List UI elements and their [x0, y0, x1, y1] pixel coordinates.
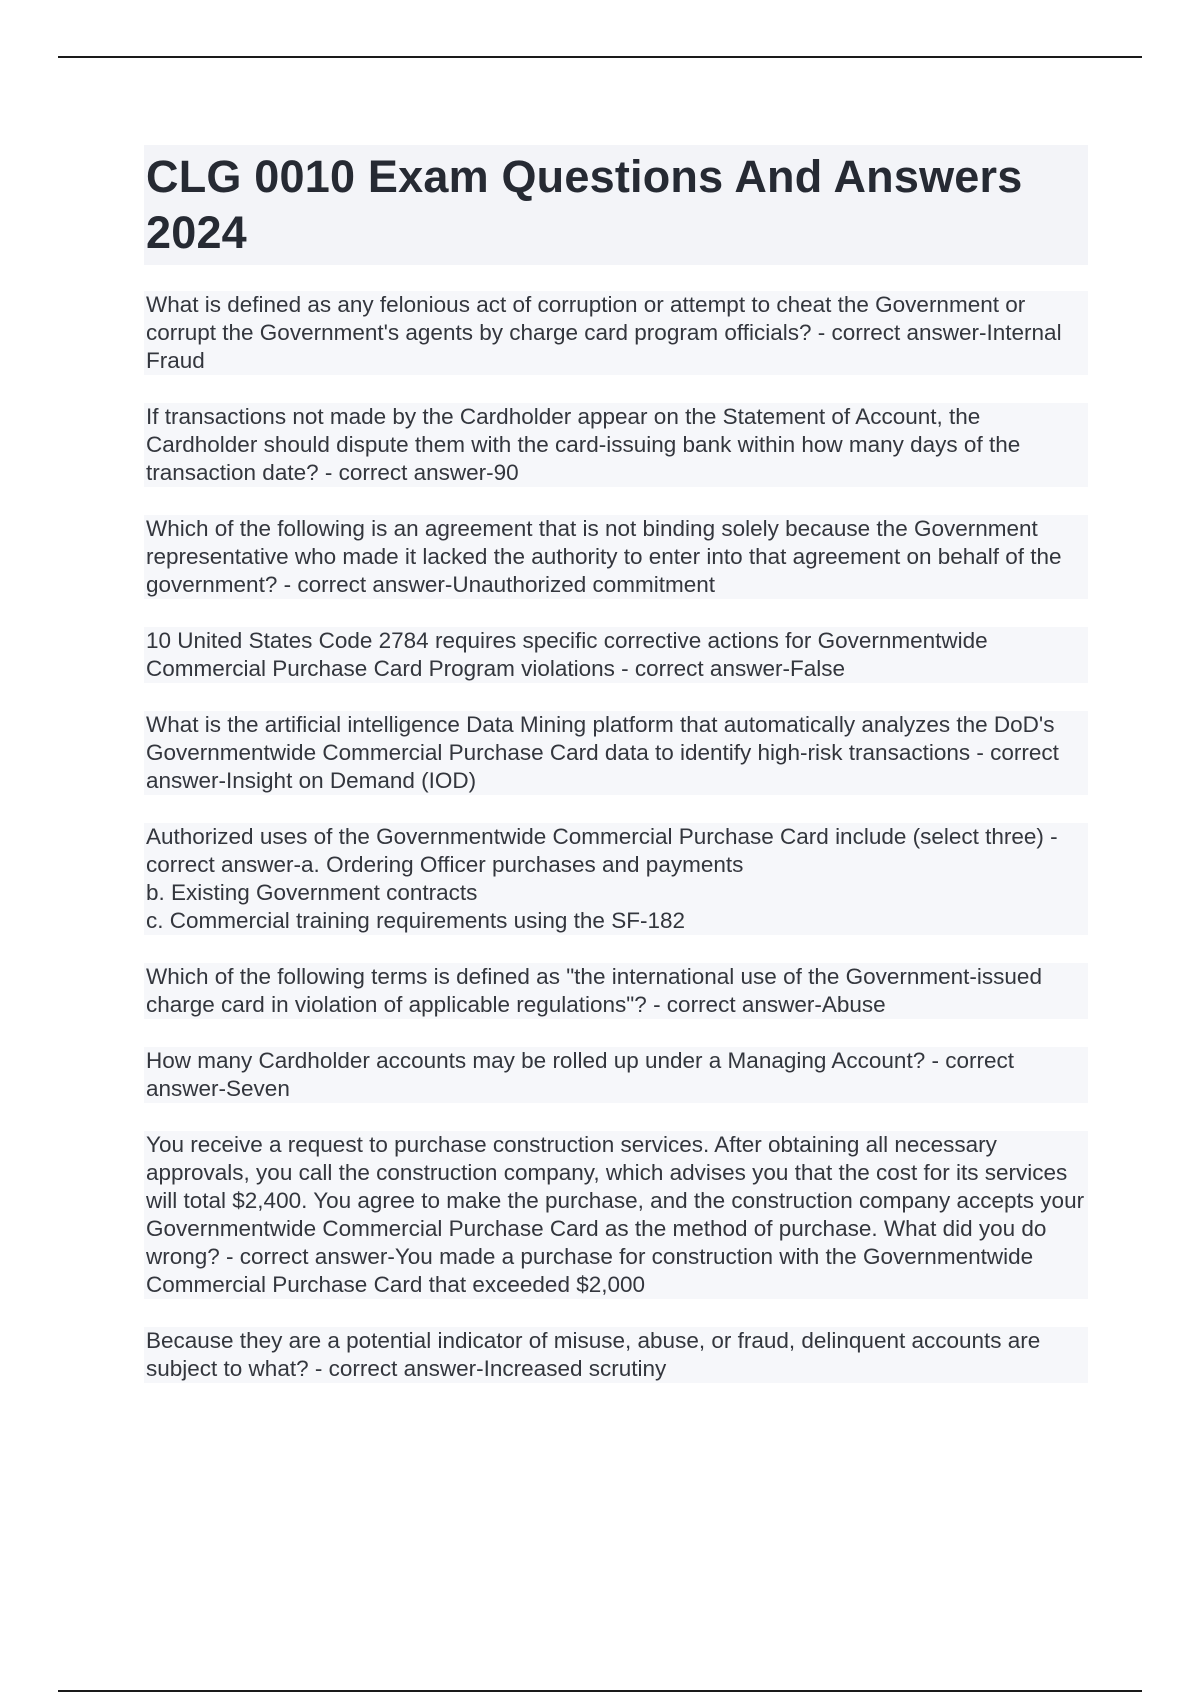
answer-text: Abuse — [821, 992, 886, 1017]
qa-item-5 — [144, 711, 1088, 795]
answer-extra-line: c. Commercial training requirements using the SF-182 — [146, 908, 685, 933]
question-text: 10 United States Code 2784 requires specific corrective actions for Governmentwide Commercial Purchase Card Program violations — [146, 628, 988, 681]
document-body — [144, 145, 1088, 1411]
answer-text: a. Ordering Officer purchases and payments — [301, 852, 744, 877]
document-title: CLG 0010 Exam Questions And Answers 2024 — [144, 145, 1088, 265]
qa-item-8 — [144, 1047, 1088, 1103]
question-text: Authorized uses of the Governmentwide Commercial Purchase Card include (select three) — [146, 824, 1044, 849]
answer-separator: - correct answer- — [146, 1048, 1014, 1101]
question-text: How many Cardholder accounts may be rolled up under a Managing Account? — [146, 1048, 926, 1073]
question-text: Which of the following is an agreement that is not binding solely because the Government representative who made it lacked the authority to enter into that agreement on behalf of the government? — [146, 516, 1062, 597]
qa-item-7 — [144, 963, 1088, 1019]
answer-separator: - correct answer- — [811, 320, 987, 345]
answer-text: Unauthorized commitment — [452, 572, 715, 597]
answer-separator: - correct answer- — [318, 460, 494, 485]
qa-item-2 — [144, 403, 1088, 487]
qa-item-3 — [144, 515, 1088, 599]
header-rule — [58, 56, 1142, 58]
question-text: Which of the following terms is defined as "the international use of the Government-issued charge card in violation of applicable regulations"? — [146, 964, 1042, 1017]
answer-text: Seven — [226, 1076, 290, 1101]
question-text: Because they are a potential indicator of misuse, abuse, or fraud, delinquent accounts are subject to what? — [146, 1328, 1041, 1381]
qa-item-1 — [144, 291, 1088, 375]
question-text: You receive a request to purchase construction services. After obtaining all necessary approvals, you call the construction company, which advises you that the cost for its services will total $2,400. You agree to make the purchase, and the construction company accepts your Governmentwide Commercial Purchase Card as the method of purchase. What did you do wrong? — [146, 1132, 1085, 1269]
answer-separator: - correct answer- — [277, 572, 453, 597]
answer-separator: - correct answer- — [614, 656, 790, 681]
answer-text: Internal Fraud — [146, 320, 1062, 373]
qa-list — [144, 291, 1088, 1383]
question-text: If transactions not made by the Cardholder appear on the Statement of Account, the Cardholder should dispute them with the card-issuing bank within how many days of the transaction date? — [146, 404, 1021, 485]
answer-separator: - correct answer- — [646, 992, 822, 1017]
answer-text: Increased scrutiny — [483, 1356, 667, 1381]
answer-text: 90 — [493, 460, 519, 485]
answer-text: You made a purchase for construction with the Governmentwide Commercial Purchase Card that exceeded $2,000 — [146, 1244, 1034, 1297]
footer-rule — [58, 1690, 1142, 1692]
answer-separator: - correct answer- — [146, 740, 1059, 793]
question-text: What is defined as any felonious act of corruption or attempt to cheat the Government or corrupt the Government's agents by charge card program officials? — [146, 292, 1026, 345]
answer-separator: - correct answer- — [146, 824, 1058, 877]
qa-item-6 — [144, 823, 1088, 935]
answer-extra-line: b. Existing Government contracts — [146, 880, 478, 905]
qa-item-4 — [144, 627, 1088, 683]
qa-item-9 — [144, 1131, 1088, 1299]
answer-separator: - correct answer- — [308, 1356, 484, 1381]
answer-text: False — [789, 656, 845, 681]
answer-text: Insight on Demand (IOD) — [226, 768, 477, 793]
question-text: What is the artificial intelligence Data Mining platform that automatically analyzes the DoD's Governmentwide Commercial Purchase Card data to identify high-risk transactions — [146, 712, 1055, 765]
qa-item-10 — [144, 1327, 1088, 1383]
answer-separator: - correct answer- — [219, 1244, 395, 1269]
